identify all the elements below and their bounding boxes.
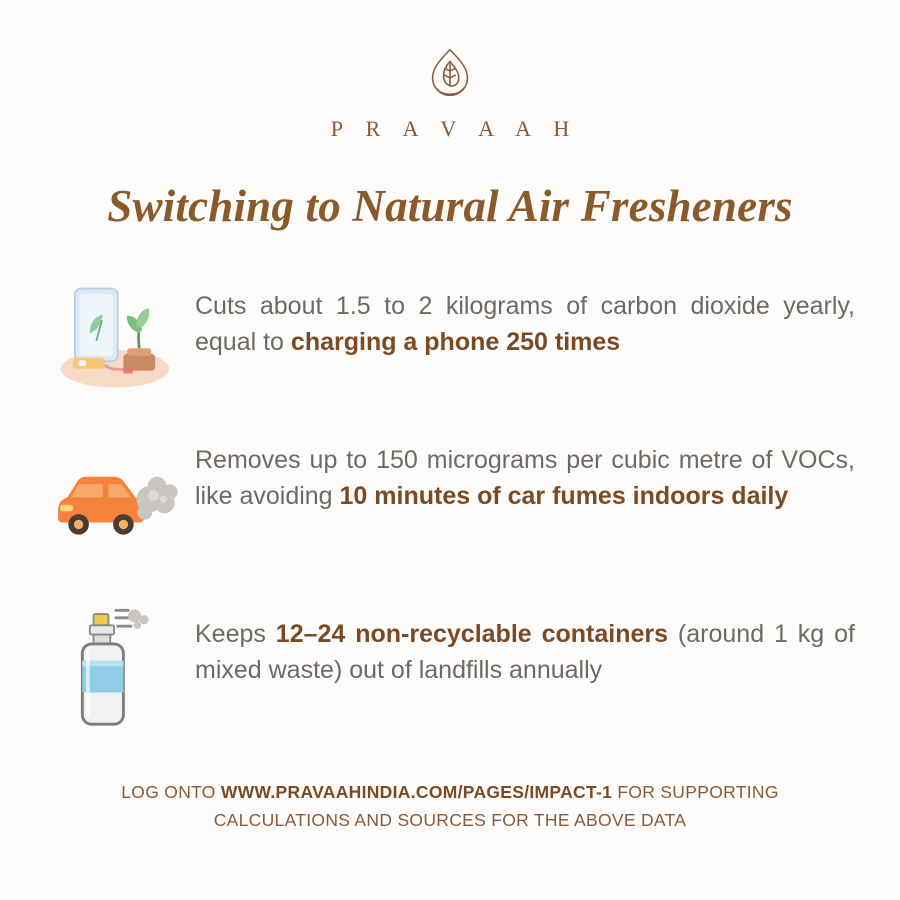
benefit-text — [195, 264, 865, 361]
list-item — [35, 428, 865, 572]
page-title: Switching to Natural Air Fresheners — [107, 181, 793, 231]
benefit-text-before: Removes up to 150 micrograms per cubic metre of VOCs, like avoiding — [195, 445, 855, 510]
benefit-highlight: charging a phone 250 times — [290, 327, 621, 356]
footer-prefix: LOG ONTO — [121, 782, 221, 802]
footer-note — [0, 778, 900, 834]
brand-name: P R A V A A H — [330, 116, 579, 141]
benefit-highlight: 10 minutes of car fumes indoors daily — [339, 481, 789, 510]
benefit-highlight: 12–24 non-recyclable containers — [275, 619, 669, 648]
benefit-text — [195, 592, 865, 689]
footer-suffix: FOR SUPPORTING CALCULATIONS AND SOURCES FOR THE ABOVE DATA — [213, 782, 779, 830]
footer-url[interactable]: WWW.PRAVAAHINDIA.COM/PAGES/IMPACT-1 — [220, 782, 613, 802]
phone-charging-plant-icon — [35, 264, 195, 408]
benefit-text-before: Keeps — [195, 619, 276, 648]
list-item — [35, 264, 865, 408]
benefit-text-after: (around 1 kg of mixed waste) out of landfills annually — [195, 619, 855, 684]
benefit-text-before: Cuts about 1.5 to 2 kilograms of carbon dioxide yearly, equal to — [195, 291, 855, 356]
list-item — [35, 592, 865, 746]
benefits-list — [35, 264, 865, 766]
brand-header — [322, 42, 578, 142]
leaf-droplet-logo-icon — [419, 42, 481, 104]
benefit-text — [195, 428, 865, 515]
aerosol-spray-can-icon — [35, 592, 195, 746]
car-exhaust-fumes-icon — [35, 428, 195, 572]
